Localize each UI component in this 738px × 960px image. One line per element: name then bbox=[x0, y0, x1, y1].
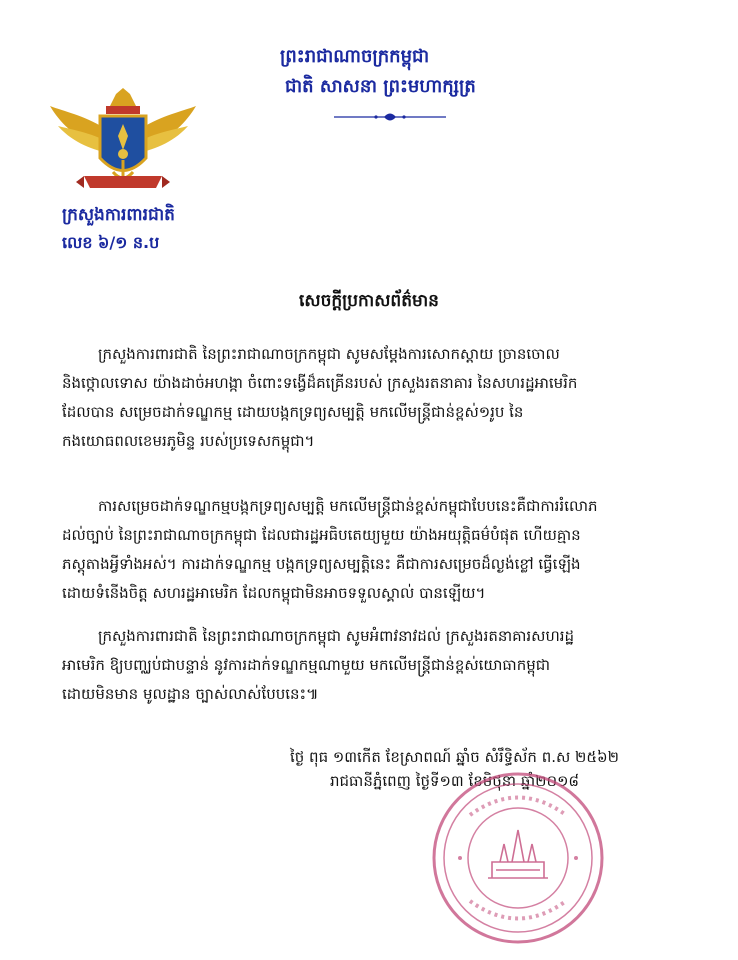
national-motto: ជាតិ សាសនា ព្រះមហាក្សត្រ bbox=[285, 76, 476, 97]
paragraph-line: ដែលបាន សម្រេចដាក់ទណ្ឌកម្ម ដោយបង្កកទ្រព្យសម្បត្តិ មកលើមន្ត្រីជាន់ខ្ពស់១រូប នៃ bbox=[62, 403, 524, 421]
ministry-name: ក្រសួងការពារជាតិ bbox=[62, 205, 175, 225]
ornament-divider bbox=[330, 110, 450, 124]
ministry-emblem-icon bbox=[48, 88, 198, 198]
lunar-date: ថ្ងៃ ពុធ ១៣កើត ខែស្រាពណ៍ ឆ្នាំច សំរឹទ្ធិស័ក ព.ស ២៥៦២ bbox=[290, 748, 619, 766]
paragraph-line: កងយោធពលខេមរភូមិន្ទ របស់ប្រទេសកម្ពុជា។ bbox=[62, 432, 315, 450]
paragraph-line: ដោយមិនមាន មូលដ្ឋាន ច្បាស់លាស់បែបនេះ៕ bbox=[62, 685, 319, 703]
paragraph-line: ការសម្រេចដាក់ទណ្ឌកម្មបង្កកទ្រព្យសម្បត្តិ មកលើមន្ត្រីជាន់ខ្ពស់កម្ពុជាបែបនេះគឺជាការរំលោភ bbox=[98, 497, 598, 515]
official-seal-icon bbox=[430, 770, 606, 946]
paragraph-line: និងថ្កោលទោស យ៉ាងដាច់អហង្កា ចំពោះទង្វើដ៏គគ្រើនរបស់ ក្រសួងរតនាគារ នៃសហរដ្ឋអាមេរិក bbox=[62, 374, 578, 392]
document-title: សេចក្តីប្រកាសព័ត៌មាន bbox=[299, 291, 439, 311]
paragraph-line: ភស្តុតាងអ្វីទាំងអស់។ ការដាក់ទណ្ឌកម្ម បង្កកទ្រព្យសម្បត្តិនេះ គឺជាការសម្រេចដ៏ល្ងង់ខ្លៅ ធ្វើឡើង bbox=[62, 555, 581, 573]
paragraph-1 bbox=[62, 340, 702, 456]
paragraph-3 bbox=[62, 622, 702, 709]
paragraph-line: អាមេរិក ឱ្យបញ្ឈប់ជាបន្ទាន់ នូវការដាក់ទណ្ឌកម្មណាមួយ មកលើមន្ត្រីជាន់ខ្ពស់យោធាកម្ពុជា bbox=[62, 656, 551, 674]
paragraph-line: ក្រសួងការពារជាតិ នៃព្រះរាជាណាចក្រកម្ពុជា សូមអំពាវនាវដល់ ក្រសួងរតនាគារសហរដ្ឋ bbox=[98, 627, 575, 645]
paragraph-line: ក្រសួងការពារជាតិ នៃព្រះរាជាណាចក្រកម្ពុជា សូមសម្តែងការសោកស្តាយ ច្រានចោល bbox=[98, 345, 560, 363]
paragraph-line: ដោយទំនើងចិត្ត សហរដ្ឋអាមេរិក ដែលកម្ពុជាមិនអាចទទួលស្គាល់ បានឡើយ។ bbox=[62, 584, 486, 602]
reference-number: លេខ ៦/១ ន.ប bbox=[62, 233, 160, 252]
paragraph-line: ដល់ច្បាប់ នៃព្រះរាជាណាចក្រកម្ពុជា ដែលជារដ្ឋអធិបតេយ្យមួយ យ៉ាងអយុត្តិធម៌បំផុត ហើយគ្មាន bbox=[62, 526, 581, 544]
kingdom-heading: ព្រះរាជាណាចក្រកម្ពុជា bbox=[280, 46, 430, 67]
solar-date: រាជធានីភ្នំពេញ ថ្ងៃទី១៣ ខែមិថុនា ឆ្នាំ២០១៨ bbox=[330, 772, 580, 790]
paragraph-2 bbox=[62, 492, 702, 608]
